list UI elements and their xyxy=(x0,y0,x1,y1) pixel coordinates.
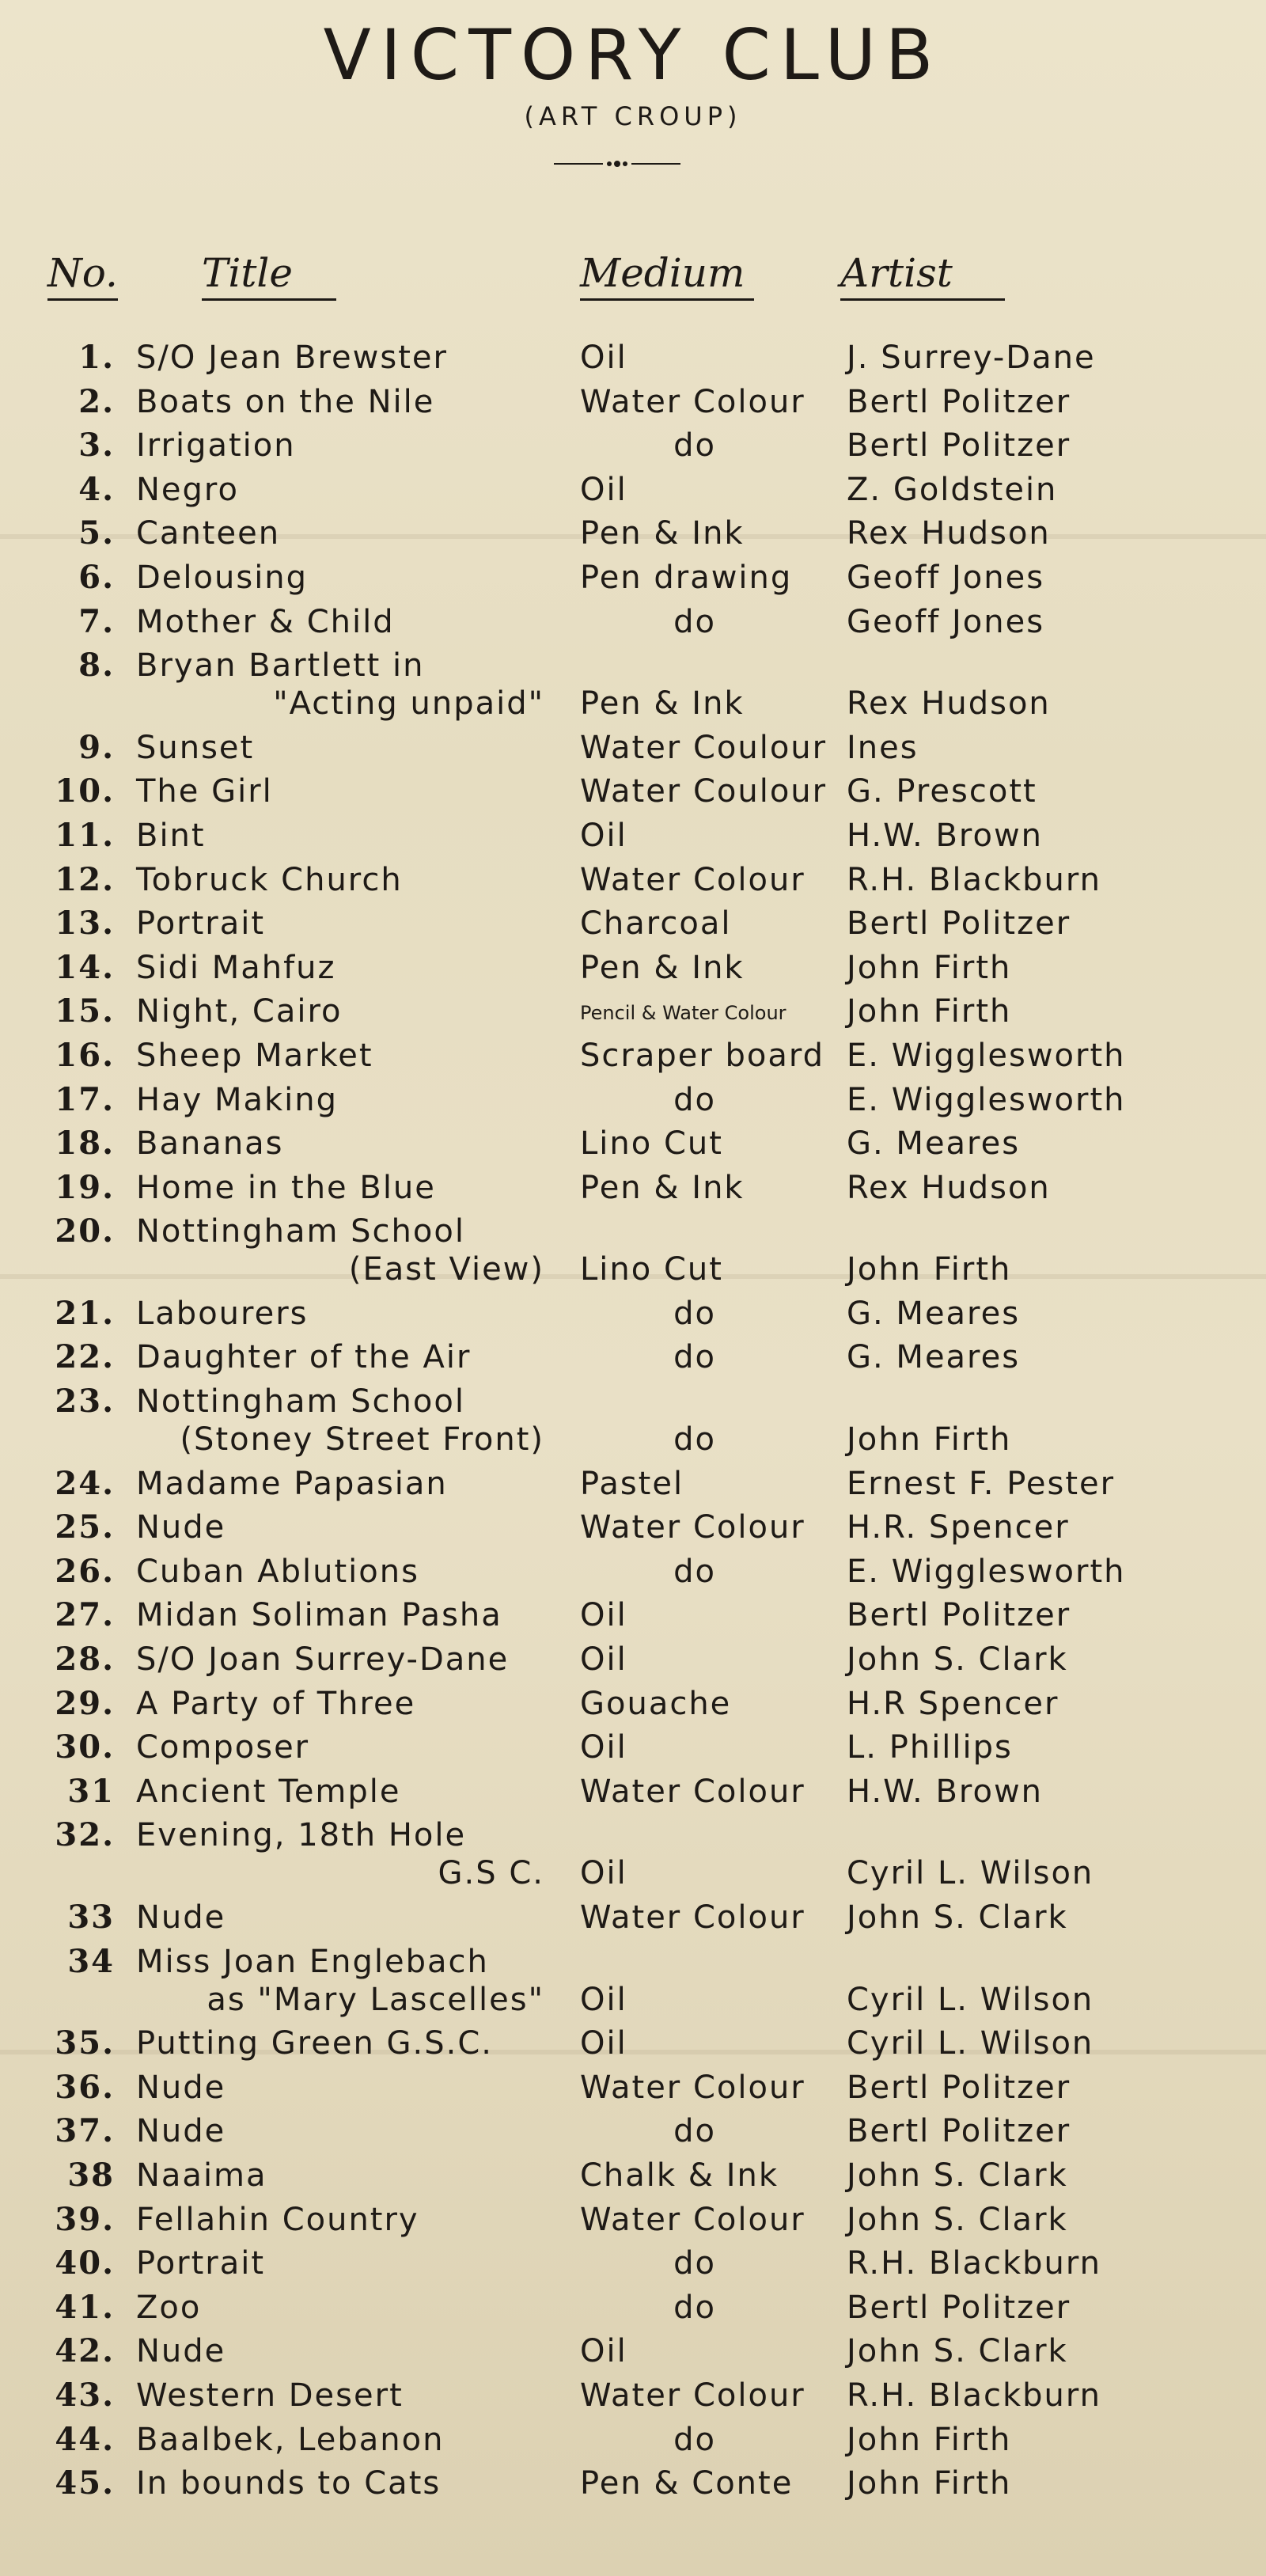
entry-title-continued: G.S C. xyxy=(438,1855,544,1892)
column-header-medium: Medium xyxy=(580,252,754,301)
entry-number: 6. xyxy=(78,558,115,596)
entry-title: In bounds to Cats xyxy=(136,2465,442,2502)
entry-medium: do xyxy=(673,2289,716,2326)
entry-artist: R.H. Blackburn xyxy=(847,2245,1101,2282)
entry-title: Naaima xyxy=(136,2157,267,2194)
entry-title: Cuban Ablutions xyxy=(136,1553,419,1590)
entry-artist: John S. Clark xyxy=(847,1641,1068,1679)
entry-number: 33 xyxy=(67,1899,115,1936)
list-item xyxy=(0,1508,1266,1556)
entry-number: 30. xyxy=(55,1728,115,1766)
entry-medium: Oil xyxy=(580,2025,627,2062)
entry-medium: do xyxy=(673,1081,716,1118)
entry-artist: G. Meares xyxy=(847,1125,1021,1163)
list-item xyxy=(0,772,1266,820)
list-item xyxy=(0,1294,1266,1342)
entry-artist: Bertl Politzer xyxy=(847,2069,1071,2106)
entry-artist: John Firth xyxy=(847,993,1012,1030)
entry-number: 8. xyxy=(78,647,115,685)
list-item xyxy=(0,2156,1266,2204)
entry-title: Nude xyxy=(136,1509,226,1546)
list-item xyxy=(0,2332,1266,2380)
entry-title: Midan Soliman Pasha xyxy=(136,1597,502,1634)
entry-artist: John S. Clark xyxy=(847,2157,1068,2194)
list-item xyxy=(0,1338,1266,1386)
entry-title: Hay Making xyxy=(136,1081,339,1118)
list-item xyxy=(0,2420,1266,2468)
entry-title: Zoo xyxy=(136,2289,202,2326)
entry-medium: Pen & Conte xyxy=(580,2465,794,2502)
entry-number: 27. xyxy=(55,1596,115,1634)
entry-medium: Water Colour xyxy=(580,383,805,420)
list-item xyxy=(0,1212,1266,1298)
list-item xyxy=(0,905,1266,952)
column-header-artist: Artist xyxy=(840,252,1005,301)
entry-medium: Gouache xyxy=(580,1685,732,1722)
entry-artist: H.R Spencer xyxy=(847,1685,1059,1722)
entry-number: 42. xyxy=(55,2332,115,2370)
list-item xyxy=(0,647,1266,732)
entry-medium: do xyxy=(673,1553,716,1590)
entry-artist: Geoff Jones xyxy=(847,559,1045,596)
entry-number: 24. xyxy=(55,1464,115,1502)
entry-artist: G. Prescott xyxy=(847,773,1037,810)
list-item xyxy=(0,728,1266,776)
entry-medium: do xyxy=(673,427,716,465)
list-item xyxy=(0,1899,1266,1946)
entry-title: Sidi Mahfuz xyxy=(136,949,336,986)
entry-artist: John Firth xyxy=(847,2421,1012,2458)
entry-medium: Chalk & Ink xyxy=(580,2157,779,2194)
entry-title: Baalbek, Lebanon xyxy=(136,2421,445,2458)
entry-artist: Bertl Politzer xyxy=(847,905,1071,943)
entry-artist: Bertl Politzer xyxy=(847,2289,1071,2326)
entry-number: 21. xyxy=(55,1294,115,1332)
entry-medium: do xyxy=(673,2113,716,2150)
entry-title: Labourers xyxy=(136,1295,309,1332)
list-item xyxy=(0,1816,1266,1902)
entry-title: Nottingham School xyxy=(136,1383,465,1421)
list-item xyxy=(0,1728,1266,1776)
list-item xyxy=(0,558,1266,606)
entry-number: 7. xyxy=(78,602,115,640)
entry-artist: Bertl Politzer xyxy=(847,1597,1071,1634)
column-header-no: No. xyxy=(47,252,118,301)
list-item xyxy=(0,1464,1266,1512)
entry-number: 16. xyxy=(55,1036,115,1074)
entry-medium: Water Colour xyxy=(580,1899,805,1936)
entry-artist: J. Surrey-Dane xyxy=(847,340,1096,376)
entry-medium: Lino Cut xyxy=(580,1125,723,1163)
entry-number: 41. xyxy=(55,2288,115,2326)
entry-artist: R.H. Blackburn xyxy=(847,2377,1101,2414)
entry-number: 1. xyxy=(78,339,115,376)
entry-medium: Oil xyxy=(580,1981,627,2018)
entry-artist: John S. Clark xyxy=(847,1899,1068,1936)
entry-title: S/O Jean Brewster xyxy=(136,340,448,376)
entry-number: 38 xyxy=(67,2156,115,2194)
entry-number: 15. xyxy=(55,992,115,1030)
entry-artist: John Firth xyxy=(847,949,1012,986)
entry-title: Evening, 18th Hole xyxy=(136,1817,467,1854)
entry-artist: G. Meares xyxy=(847,1295,1021,1332)
entry-artist: G. Meares xyxy=(847,1339,1021,1376)
column-header-title: Title xyxy=(202,252,336,301)
entry-artist: Cyril L. Wilson xyxy=(847,1855,1094,1892)
entry-number: 28. xyxy=(55,1641,115,1679)
entry-number: 43. xyxy=(55,2376,115,2414)
entry-number: 35. xyxy=(55,2024,115,2062)
entry-title: Nude xyxy=(136,1899,226,1936)
entry-title: Sheep Market xyxy=(136,1037,373,1074)
entry-number: 20. xyxy=(55,1212,115,1250)
entry-medium: Charcoal xyxy=(580,905,732,943)
entry-title: Mother & Child xyxy=(136,603,395,640)
list-item xyxy=(0,2464,1266,2512)
entry-medium: Scraper board xyxy=(580,1037,825,1074)
list-item xyxy=(0,1125,1266,1172)
entry-artist: John S. Clark xyxy=(847,2333,1068,2370)
entry-title: Ancient Temple xyxy=(136,1773,401,1810)
entry-title: Daughter of the Air xyxy=(136,1339,472,1376)
entry-artist: H.R. Spencer xyxy=(847,1509,1070,1546)
entry-artist: E. Wigglesworth xyxy=(847,1037,1126,1074)
entry-medium: do xyxy=(673,1421,716,1459)
list-item xyxy=(0,602,1266,651)
entry-number: 4. xyxy=(78,470,115,508)
entry-number: 23. xyxy=(55,1383,115,1421)
entry-medium: Water Colour xyxy=(580,861,805,898)
entry-title: Sunset xyxy=(136,729,255,766)
entry-title-continued: as "Mary Lascelles" xyxy=(207,1981,544,2018)
entry-artist: Bertl Politzer xyxy=(847,427,1071,465)
entry-title: Putting Green G.S.C. xyxy=(136,2025,494,2062)
entry-medium: Pen & Ink xyxy=(580,515,745,552)
entry-number: 10. xyxy=(55,772,115,810)
list-item xyxy=(0,2288,1266,2336)
entry-medium: Oil xyxy=(580,1597,627,1634)
entry-number: 40. xyxy=(55,2244,115,2282)
list-item xyxy=(0,427,1266,474)
entry-number: 45. xyxy=(55,2464,115,2502)
list-item xyxy=(0,2112,1266,2160)
entry-number: 22. xyxy=(55,1338,115,1376)
entry-medium: Oil xyxy=(580,1855,627,1892)
entry-title: Tobruck Church xyxy=(136,861,403,898)
entry-number: 9. xyxy=(78,728,115,766)
entry-title: Composer xyxy=(136,1729,310,1766)
entry-artist: R.H. Blackburn xyxy=(847,861,1101,898)
entry-number: 29. xyxy=(55,1684,115,1722)
entry-medium: Oil xyxy=(580,2333,627,2370)
entry-medium: do xyxy=(673,2245,716,2282)
entry-artist: Ines xyxy=(847,729,919,766)
entry-medium: Pencil & Water Colour xyxy=(580,1002,787,1025)
entry-medium: do xyxy=(673,1339,716,1376)
entry-title: Home in the Blue xyxy=(136,1169,436,1206)
list-item xyxy=(0,1383,1266,1468)
entry-number: 36. xyxy=(55,2068,115,2106)
ornament-divider xyxy=(554,158,680,169)
entry-medium: Oil xyxy=(580,340,627,376)
entry-medium: do xyxy=(673,1295,716,1332)
list-item xyxy=(0,2068,1266,2116)
entry-medium: Oil xyxy=(580,471,627,508)
list-item xyxy=(0,2024,1266,2072)
entry-title: S/O Joan Surrey-Dane xyxy=(136,1641,510,1679)
entry-medium: Pen & Ink xyxy=(580,949,745,986)
entry-number: 17. xyxy=(55,1080,115,1118)
entry-artist: John Firth xyxy=(847,1251,1012,1288)
list-item xyxy=(0,948,1266,996)
entry-number: 12. xyxy=(55,860,115,898)
list-item xyxy=(0,2376,1266,2424)
list-item xyxy=(0,1641,1266,1688)
list-item xyxy=(0,1684,1266,1732)
entry-title: The Girl xyxy=(136,773,273,810)
entry-artist: Geoff Jones xyxy=(847,603,1045,640)
list-item xyxy=(0,1036,1266,1084)
entry-title: Portrait xyxy=(136,2245,266,2282)
entry-title: Bint xyxy=(136,817,206,854)
entry-artist: Cyril L. Wilson xyxy=(847,2025,1094,2062)
entry-number: 34 xyxy=(67,1942,115,1980)
list-item xyxy=(0,1942,1266,2028)
entry-number: 37. xyxy=(55,2112,115,2150)
list-item xyxy=(0,816,1266,864)
entry-number: 3. xyxy=(78,427,115,465)
list-item xyxy=(0,1596,1266,1644)
entry-artist: L. Phillips xyxy=(847,1729,1013,1766)
entry-medium: Oil xyxy=(580,1641,627,1679)
list-item xyxy=(0,860,1266,909)
entry-number: 31 xyxy=(67,1772,115,1810)
entry-medium: Pen & Ink xyxy=(580,685,745,723)
entry-number: 44. xyxy=(55,2420,115,2458)
entry-artist: John Firth xyxy=(847,2465,1012,2502)
entry-title: Nude xyxy=(136,2333,226,2370)
entry-title: Canteen xyxy=(136,515,281,552)
entry-artist: E. Wigglesworth xyxy=(847,1081,1126,1118)
entry-artist: Ernest F. Pester xyxy=(847,1465,1116,1502)
entry-artist: Rex Hudson xyxy=(847,515,1051,552)
entry-medium: Oil xyxy=(580,817,627,854)
entry-medium: Pen & Ink xyxy=(580,1169,745,1206)
entry-artist: Rex Hudson xyxy=(847,685,1051,723)
entry-title: A Party of Three xyxy=(136,1685,416,1722)
entry-number: 13. xyxy=(55,905,115,943)
entry-artist: E. Wigglesworth xyxy=(847,1553,1126,1590)
entry-medium: Water Colour xyxy=(580,2069,805,2106)
list-item xyxy=(0,382,1266,431)
entry-title: Negro xyxy=(136,471,239,508)
entry-medium: do xyxy=(673,603,716,640)
entry-number: 25. xyxy=(55,1508,115,1546)
list-item xyxy=(0,1772,1266,1820)
entry-medium: Water Coulour xyxy=(580,729,828,766)
entry-artist: John Firth xyxy=(847,1421,1012,1459)
list-item xyxy=(0,2244,1266,2292)
entry-medium: Lino Cut xyxy=(580,1251,723,1288)
entry-artist: John S. Clark xyxy=(847,2201,1068,2238)
entry-medium: Pastel xyxy=(580,1465,684,1502)
entry-title: Madame Papasian xyxy=(136,1465,448,1502)
page-title: VICTORY CLUB xyxy=(323,14,943,96)
catalogue-list xyxy=(0,339,1266,2512)
entry-title: Nude xyxy=(136,2113,226,2150)
list-item xyxy=(0,2200,1266,2248)
entry-number: 18. xyxy=(55,1125,115,1163)
entry-title: Irrigation xyxy=(136,427,296,465)
entry-artist: Z. Goldstein xyxy=(847,471,1058,508)
list-item xyxy=(0,992,1266,1040)
entry-artist: H.W. Brown xyxy=(847,817,1044,854)
page-subtitle: (ART CROUP) xyxy=(524,101,742,131)
list-item xyxy=(0,339,1266,386)
entry-number: 39. xyxy=(55,2200,115,2238)
entry-title-continued: (East View) xyxy=(348,1251,544,1288)
entry-number: 5. xyxy=(78,514,115,552)
entry-title: Nottingham School xyxy=(136,1213,465,1250)
entry-title: Portrait xyxy=(136,905,266,943)
entry-number: 32. xyxy=(55,1816,115,1854)
entry-artist: H.W. Brown xyxy=(847,1773,1044,1810)
entry-title: Delousing xyxy=(136,559,309,596)
list-item xyxy=(0,1168,1266,1216)
entry-medium: Oil xyxy=(580,1729,627,1766)
entry-title: Boats on the Nile xyxy=(136,383,435,420)
list-item xyxy=(0,470,1266,518)
entry-artist: Bertl Politzer xyxy=(847,2113,1071,2150)
entry-medium: Pen drawing xyxy=(580,559,793,596)
entry-title: Nude xyxy=(136,2069,226,2106)
entry-title: Miss Joan Englebach xyxy=(136,1943,489,1980)
entry-number: 19. xyxy=(55,1168,115,1206)
entry-medium: do xyxy=(673,2421,716,2458)
list-item xyxy=(0,1080,1266,1129)
entry-title: Bryan Bartlett in xyxy=(136,647,425,685)
entry-number: 11. xyxy=(55,816,115,854)
entry-medium: Water Colour xyxy=(580,2201,805,2238)
entry-medium: Water Colour xyxy=(580,2377,805,2414)
list-item xyxy=(0,514,1266,562)
entry-medium: Water Colour xyxy=(580,1773,805,1810)
entry-medium: Water Colour xyxy=(580,1509,805,1546)
list-item xyxy=(0,1552,1266,1600)
entry-title: Night, Cairo xyxy=(136,993,343,1030)
entry-number: 26. xyxy=(55,1552,115,1590)
entry-number: 14. xyxy=(55,948,115,986)
entry-artist: Bertl Politzer xyxy=(847,383,1071,420)
entry-title: Bananas xyxy=(136,1125,284,1163)
entry-number: 2. xyxy=(78,382,115,420)
entry-title-continued: (Stoney Street Front) xyxy=(180,1421,544,1459)
entry-title: Western Desert xyxy=(136,2377,404,2414)
entry-title: Fellahin Country xyxy=(136,2201,419,2238)
entry-medium: Water Coulour xyxy=(580,773,828,810)
entry-artist: Cyril L. Wilson xyxy=(847,1981,1094,2018)
entry-artist: Rex Hudson xyxy=(847,1169,1051,1206)
entry-title-continued: "Acting unpaid" xyxy=(273,685,544,723)
